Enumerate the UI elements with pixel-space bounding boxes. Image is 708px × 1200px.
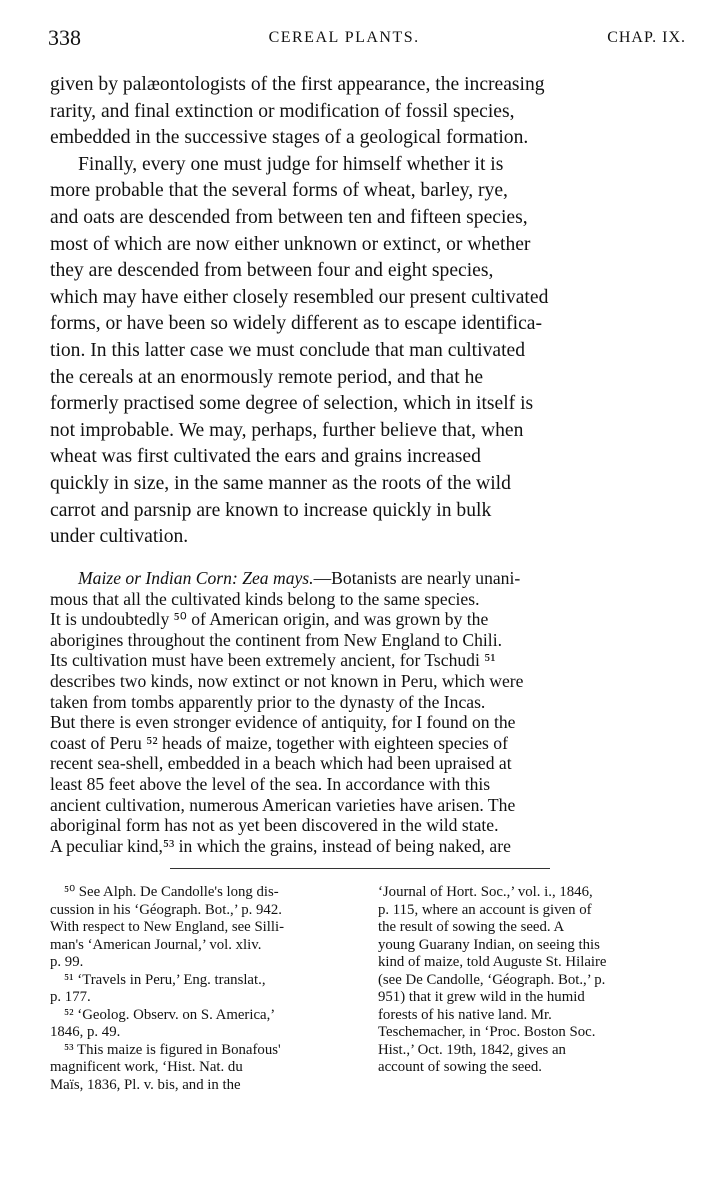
text-line: mous that all the cultivated kinds belong to the same species. bbox=[50, 588, 480, 609]
text-line: more probable that the several forms of wheat, barley, rye, bbox=[50, 180, 508, 202]
text-line: It is undoubtedly ⁵⁰ of American origin, and was grown by the bbox=[50, 609, 489, 630]
text-line: forms, or have been so widely different as to escape identifica- bbox=[50, 313, 543, 335]
footnote-line: cussion in his ‘Géograph. Bot.,’ p. 942. bbox=[50, 901, 282, 918]
main-text bbox=[50, 72, 688, 551]
text-line: Finally, every one must judge for himself whether it is bbox=[78, 153, 504, 175]
page-number: 338 bbox=[48, 25, 81, 50]
text-line: the cereals at an enormously remote period, and that he bbox=[50, 366, 484, 388]
text-line: ancient cultivation, numerous American varieties have arisen. The bbox=[50, 794, 516, 815]
footnote-line: forests of his native land. Mr. bbox=[378, 1006, 552, 1023]
footnote-line: magnificent work, ‘Hist. Nat. du bbox=[50, 1059, 243, 1075]
text-line: given by palæontologists of the first appearance, the increasing bbox=[50, 74, 545, 95]
text-line: formerly practised some degree of selection, which in itself is bbox=[50, 393, 534, 415]
text-line: aborigines throughout the continent from New England to Chili. bbox=[50, 629, 502, 650]
footnote-divider bbox=[170, 868, 550, 869]
maize-section bbox=[50, 568, 688, 856]
footnote-line: Hist.,’ Oct. 19th, 1842, gives an bbox=[378, 1041, 566, 1058]
text-line: coast of Peru ⁵² heads of maize, together with eighteen species of bbox=[50, 732, 508, 753]
footnote-line: With respect to New England, see Silli- bbox=[50, 919, 285, 935]
footnote-line: 1846, p. 49. bbox=[50, 1024, 121, 1040]
running-title: CEREAL PLANTS. bbox=[268, 29, 420, 46]
text-line: A peculiar kind,⁵³ in which the grains, instead of being naked, are bbox=[50, 835, 511, 856]
footnote-line: ⁵⁰ See Alph. De Candolle's long dis- bbox=[64, 884, 279, 900]
footnote-line: ⁵³ This maize is figured in Bonafous' bbox=[64, 1041, 281, 1058]
footnote-line: man's ‘American Journal,’ vol. xliv. bbox=[50, 936, 262, 953]
text-line: rarity, and final extinction or modification of fossil species, bbox=[50, 100, 515, 122]
text-line: least 85 feet above the level of the sea. In accordance with this bbox=[50, 773, 491, 794]
text-line: they are descended from between four and eight species, bbox=[50, 260, 494, 282]
footnote-line: (see De Candolle, ‘Géograph. Bot.,’ p. bbox=[378, 971, 606, 988]
text-line: and oats are descended from between ten and fifteen species, bbox=[50, 206, 528, 228]
text-line bbox=[50, 568, 688, 589]
maize-line-0: —Botanists are nearly unani- bbox=[313, 568, 521, 588]
footnote-line: ⁵¹ ‘Travels in Peru,’ Eng. translat., bbox=[64, 971, 266, 988]
footnote-line: ⁵² ‘Geolog. Observ. on S. America,’ bbox=[64, 1006, 276, 1023]
footnote-line: young Guarany Indian, on seeing this bbox=[378, 936, 600, 953]
text-line: embedded in the successive stages of a geological formation. bbox=[50, 127, 529, 149]
footnotes-right-column bbox=[378, 884, 688, 1077]
text-line: taken from tombs apparently prior to the dynasty of the Incas. bbox=[50, 691, 486, 712]
text-line: not improbable. We may, perhaps, further believe that, when bbox=[50, 419, 524, 441]
text-line: wheat was first cultivated the ears and grains increased bbox=[50, 446, 481, 468]
text-line: carrot and parsnip are known to increase quickly in bulk bbox=[50, 499, 492, 521]
text-line: tion. In this latter case we must conclude that man cultivated bbox=[50, 339, 526, 361]
text-line: quickly in size, in the same manner as the roots of the wild bbox=[50, 472, 511, 494]
text-line: under cultivation. bbox=[50, 526, 189, 548]
footnote-line: Maïs, 1836, Pl. v. bis, and in the bbox=[50, 1076, 241, 1093]
footnote-line: 951) that it grew wild in the humid bbox=[378, 989, 585, 1005]
footnotes-left-column bbox=[50, 884, 365, 1094]
text-line: recent sea-shell, embedded in a beach which had been upraised at bbox=[50, 753, 512, 774]
footnote-line: account of sowing the seed. bbox=[378, 1059, 542, 1075]
text-line: most of which are now either unknown or extinct, or whether bbox=[50, 233, 531, 255]
text-line: Its cultivation must have been extremely ancient, for Tschudi ⁵¹ bbox=[50, 650, 496, 671]
text-line: But there is even stronger evidence of antiquity, for I found on the bbox=[50, 712, 516, 733]
text-line: describes two kinds, now extinct or not known in Peru, which were bbox=[50, 670, 524, 691]
text-line: aboriginal form has not as yet been discovered in the wild state. bbox=[50, 815, 499, 836]
running-header bbox=[48, 22, 686, 54]
footnote-line: p. 115, where an account is given of bbox=[378, 901, 592, 918]
text-line: which may have either closely resembled our present cultivated bbox=[50, 286, 549, 308]
footnote-line: kind of maize, told Auguste St. Hilaire bbox=[378, 954, 607, 970]
footnote-line: p. 99. bbox=[50, 954, 84, 970]
footnote-line: Teschemacher, in ‘Proc. Boston Soc. bbox=[378, 1024, 596, 1040]
chapter-label: CHAP. IX. bbox=[607, 29, 686, 46]
footnote-line: the result of sowing the seed. A bbox=[378, 919, 565, 935]
maize-heading: Maize or Indian Corn: Zea mays. bbox=[78, 568, 314, 588]
footnote-line: p. 177. bbox=[50, 989, 91, 1005]
footnote-line: ‘Journal of Hort. Soc.,’ vol. i., 1846, bbox=[378, 884, 593, 900]
